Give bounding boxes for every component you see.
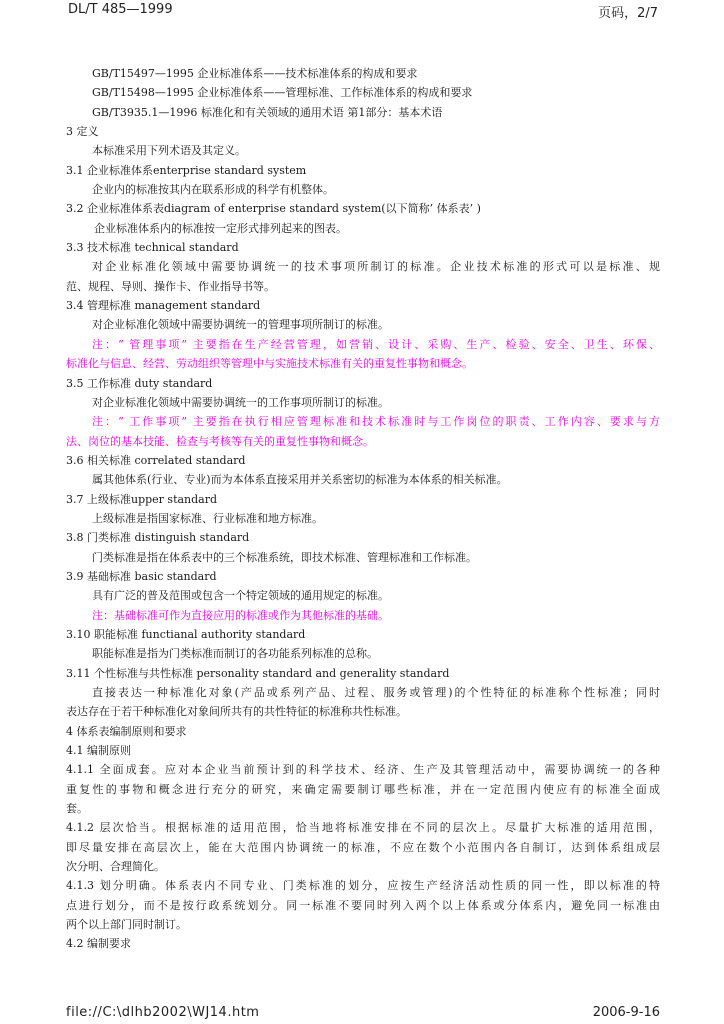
term-heading-3-3: 3.3 技术标准 technical standard: [66, 241, 239, 255]
clause-4-1-2-cont: 即尽量安排在高层次上，能在大范围内协调统一的标准，不应在数个小范围内各自制订，达到体系组成层: [66, 840, 660, 854]
paragraph-text: 本标准采用下列术语及其定义。: [92, 144, 246, 158]
term-definition-cont: 表达存在于若干种标准化对象间所共有的共性特征的标准称共性标准。: [66, 705, 407, 719]
clause-4-1-3-cont: 点进行划分，而不是按行政系统划分。同一标准不要同时列入两个以上体系或分体系内，避免同一标准由: [66, 898, 660, 912]
section-heading-4: 4 体系表编制原则和要求: [66, 724, 187, 738]
clause-4-1-1-cont: 套。: [66, 802, 88, 816]
note-text: 注：“ 管理事项” 主要指在生产经营管理，如营销、设计、采购、生产、检验、安全、卫生、环保、: [92, 337, 660, 351]
term-heading-3-8: 3.8 门类标准 distinguish standard: [66, 531, 250, 545]
clause-4-1-2-cont: 次分明、合理简化。: [66, 860, 165, 874]
term-definition: 直接表达一种标准化对象(产品或系列产品、过程、服务或管理)的个性特征的标准称个性标准；同时: [92, 686, 660, 699]
reference-gb15498: GB/T15498—1995 企业标准体系——管理标准、工作标准体系的构成和要求: [92, 86, 473, 100]
term-heading-3-2: 3.2 企业标准体系表diagram of enterprise standard system(以下简称’ 体系表’ ): [66, 202, 481, 216]
term-definition: 属其他体系(行业、专业)而为本体系直接采用并关系密切的标准为本体系的相关标准。: [92, 473, 508, 487]
note-text: 注：基础标准可作为直接应用的标准或作为其他标准的基础。: [92, 608, 389, 622]
term-heading-3-10: 3.10 职能标准 functianal authority standard: [66, 627, 306, 641]
note-text-cont: 标准化与信息、经营、劳动组织等管理中与实施技术标准有关的重复性事物和概念。: [66, 357, 473, 371]
note-text: 注：“ 工作事项” 主要指在执行相应管理标准和技术标准时与工作岗位的职责、工作内容、要求与方: [92, 415, 660, 429]
note-text-cont: 法、岗位的基本技能、检查与考核等有关的重复性事物和概念。: [66, 434, 374, 448]
file-path: file://C:\dlhb2002\WJ14.htm: [66, 1005, 260, 1020]
term-heading-3-7: 3.7 上级标准upper standard: [66, 492, 218, 506]
clause-4-1-2: 4.1.2 层次恰当。根据标准的适用范围，恰当地将标准安排在不同的层次上。尽量扩大标准的适用范围，: [66, 821, 660, 835]
term-definition: 上级标准是指国家标准、行业标准和地方标准。: [92, 511, 323, 525]
clause-4-1-1: 4.1.1 全面成套。应对本企业当前预计到的科学技术、经济、生产及其管理活动中，需要协调统一的各种: [66, 763, 660, 777]
document-code: DL/T 485—1999: [68, 2, 173, 17]
term-definition: 门类标准是指在体系表中的三个标准系统，即技术标准、管理标准和工作标准。: [92, 550, 477, 564]
term-heading-3-5: 3.5 工作标准 duty standard: [66, 376, 213, 390]
subsection-heading-4-1: 4.1 编制原则: [66, 744, 131, 758]
reference-gb15497: GB/T15497—1995 企业标准体系——技术标准体系的构成和要求: [92, 67, 418, 80]
term-definition: 具有广泛的普及范围或包含一个特定领域的通用规定的标准。: [92, 589, 389, 603]
term-heading-3-6: 3.6 相关标准 correlated standard: [66, 453, 246, 467]
term-heading-3-4: 3.4 管理标准 management standard: [66, 299, 261, 313]
clause-4-1-1-cont: 重复性的事物和概念进行充分的研究，来确定需要制订哪些标准，并在一定范围内使应有的标准全面成: [66, 782, 660, 796]
print-date: 2006-9-16: [592, 1005, 660, 1020]
term-definition: 企业标准体系内的标准按一定形式排列起来的图表。: [94, 221, 347, 235]
term-heading-3-11: 3.11 个性标准与共性标准 personality standard and generality standard: [66, 666, 450, 680]
reference-gb3935: GB/T3935.1—1996 标准化和有关领域的通用术语 第1部分：基本术语: [92, 105, 443, 119]
section-heading-3: 3 定义: [66, 125, 99, 139]
term-definition: 职能标准是指为门类标准而制订的各功能系列标准的总称。: [92, 647, 378, 661]
term-definition: 对企业标准化领域中需要协调统一的管理事项所制订的标准。: [92, 318, 389, 332]
document-body: [66, 64, 660, 954]
clause-4-1-3: 4.1.3 划分明确。体系表内不同专业、门类标准的划分，应按生产经济活动性质的同一性，即以标准的特: [66, 879, 660, 893]
clause-4-1-3-cont: 两个以上部门同时制订。: [66, 918, 187, 932]
term-heading-3-1: 3.1 企业标准体系enterprise standard system: [66, 163, 307, 177]
term-definition: 对企业标准化领域中需要协调统一的技术事项所制订的标准。企业技术标准的形式可以是标准、规: [92, 260, 660, 274]
subsection-heading-4-2: 4.2 编制要求: [66, 937, 131, 951]
term-heading-3-9: 3.9 基础标准 basic standard: [66, 569, 217, 583]
term-definition: 对企业标准化领域中需要协调统一的工作事项所制订的标准。: [92, 395, 389, 409]
page-number: 页码，2/7: [598, 6, 658, 21]
term-definition-cont: 范、规程、导则、操作卡、作业指导书等。: [66, 279, 275, 293]
term-definition: 企业内的标准按其内在联系形成的科学有机整体。: [92, 183, 334, 197]
